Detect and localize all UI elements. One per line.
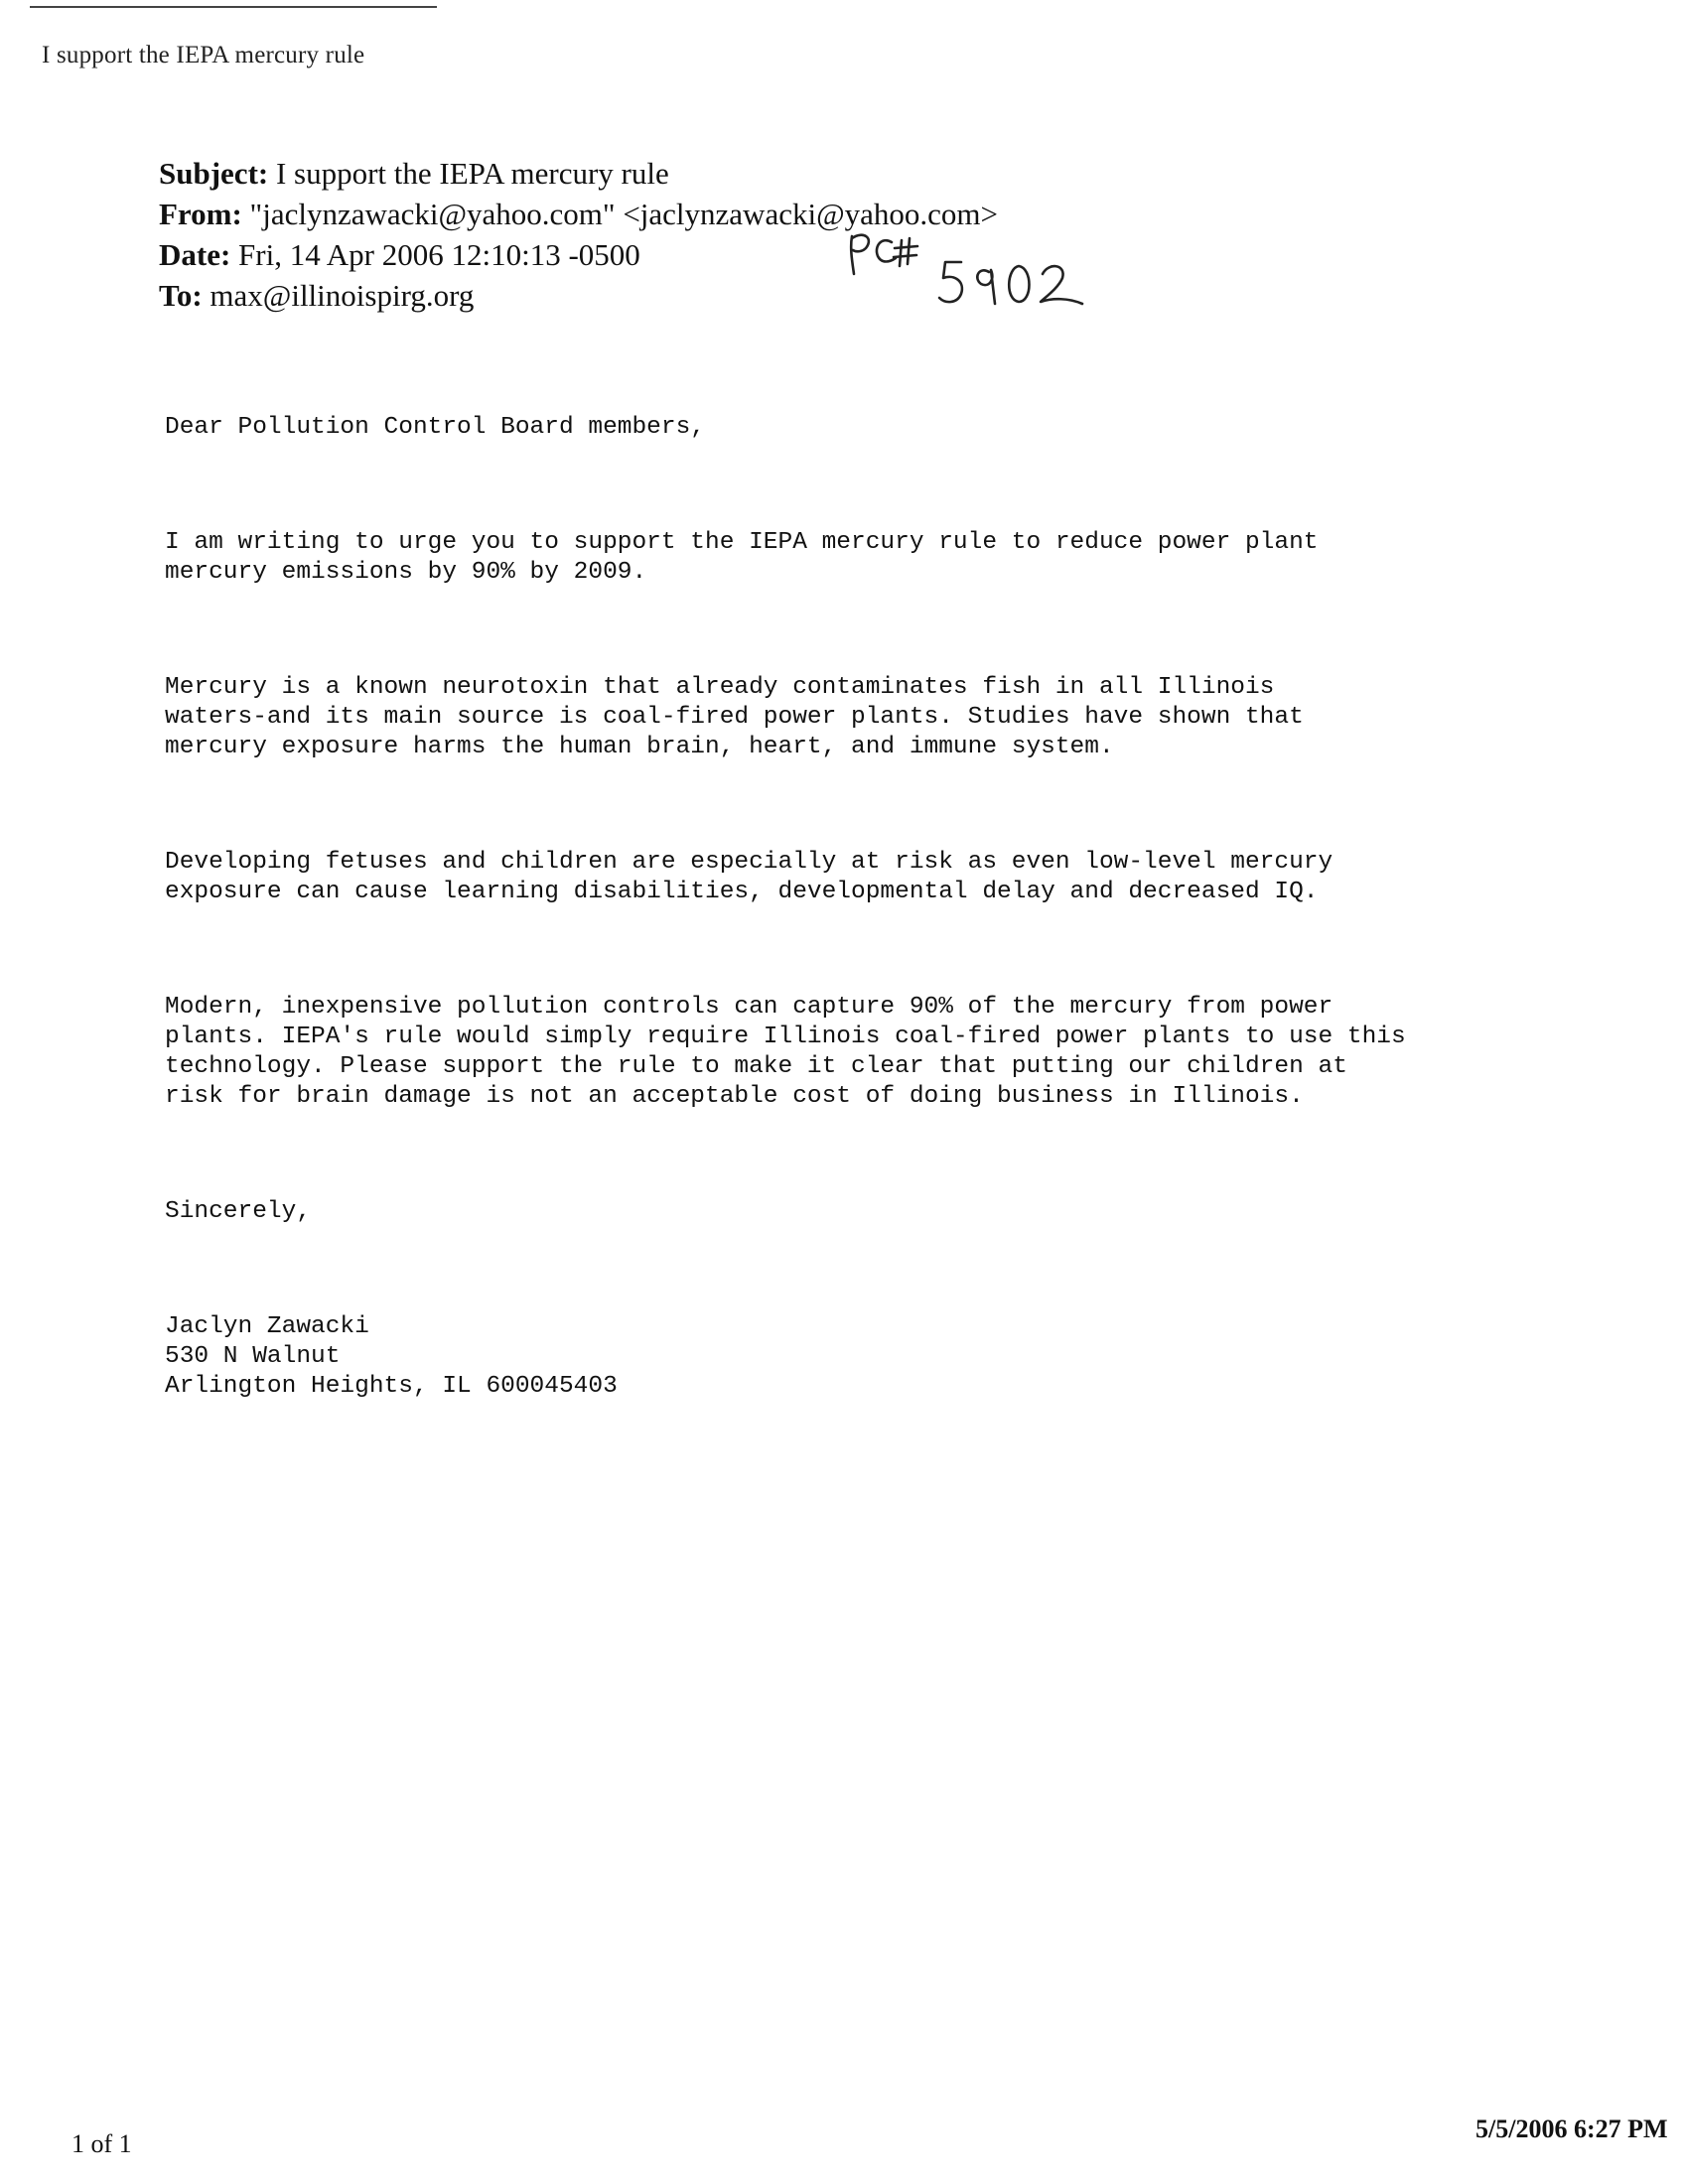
salutation [165,413,1654,443]
page-header: I support the IEPA mercury rule [42,42,365,68]
subject-row [159,153,998,194]
printed-timestamp: 5/5/2006 6:27 PM [1475,2115,1668,2143]
body-line: exposure can cause learning disabilities, developmental delay and decreased IQ. [165,879,1319,905]
closing [165,1197,1654,1227]
top-rule [30,6,437,8]
body-line: technology. Please support the rule to make it clear that putting our children at [165,1053,1347,1080]
signature-block [165,1312,1654,1402]
body-line: mercury exposure harms the human brain, heart, and immune system. [165,734,1114,760]
signature-street: 530 N Walnut [165,1343,341,1370]
body-line: waters-and its main source is coal-fired power plants. Studies have shown that [165,704,1304,731]
page-count: 1 of 1 [71,2129,132,2158]
from-label: From: [159,197,242,231]
date-value: Fri, 14 Apr 2006 12:10:13 -0500 [238,237,640,272]
paragraph-4 [165,993,1654,1112]
paragraph-2 [165,673,1654,762]
paragraph-3 [165,848,1654,907]
paragraph-1 [165,528,1654,588]
handwritten-pc-number [840,226,1098,326]
signature-name: Jaclyn Zawacki [165,1313,369,1340]
subject-label: Subject: [159,156,269,191]
body-line: mercury emissions by 90% by 2009. [165,559,647,586]
body-line: Developing fetuses and children are especially at risk as even low-level mercury [165,849,1333,876]
subject-value: I support the IEPA mercury rule [275,156,669,191]
body-line: Modern, inexpensive pollution controls can capture 90% of the mercury from power [165,994,1333,1021]
body-line: I am writing to urge you to support the IEPA mercury rule to reduce power plant [165,529,1319,556]
body-line: plants. IEPA's rule would simply require Illinois coal-fired power plants to use this [165,1024,1406,1050]
from-value: "jaclynzawacki@yahoo.com" <jaclynzawacki@yahoo.com> [249,197,998,231]
date-label: Date: [159,237,231,272]
salutation-line: Dear Pollution Control Board members, [165,414,705,441]
to-value: max@illinoispirg.org [210,278,475,313]
closing-line: Sincerely, [165,1198,312,1225]
signature-city: Arlington Heights, IL 600045403 [165,1373,618,1400]
to-label: To: [159,278,203,313]
body-line: risk for brain damage is not an acceptable cost of doing business in Illinois. [165,1083,1304,1110]
email-body [165,353,1654,1457]
body-line: Mercury is a known neurotoxin that already contaminates fish in all Illinois [165,674,1275,701]
